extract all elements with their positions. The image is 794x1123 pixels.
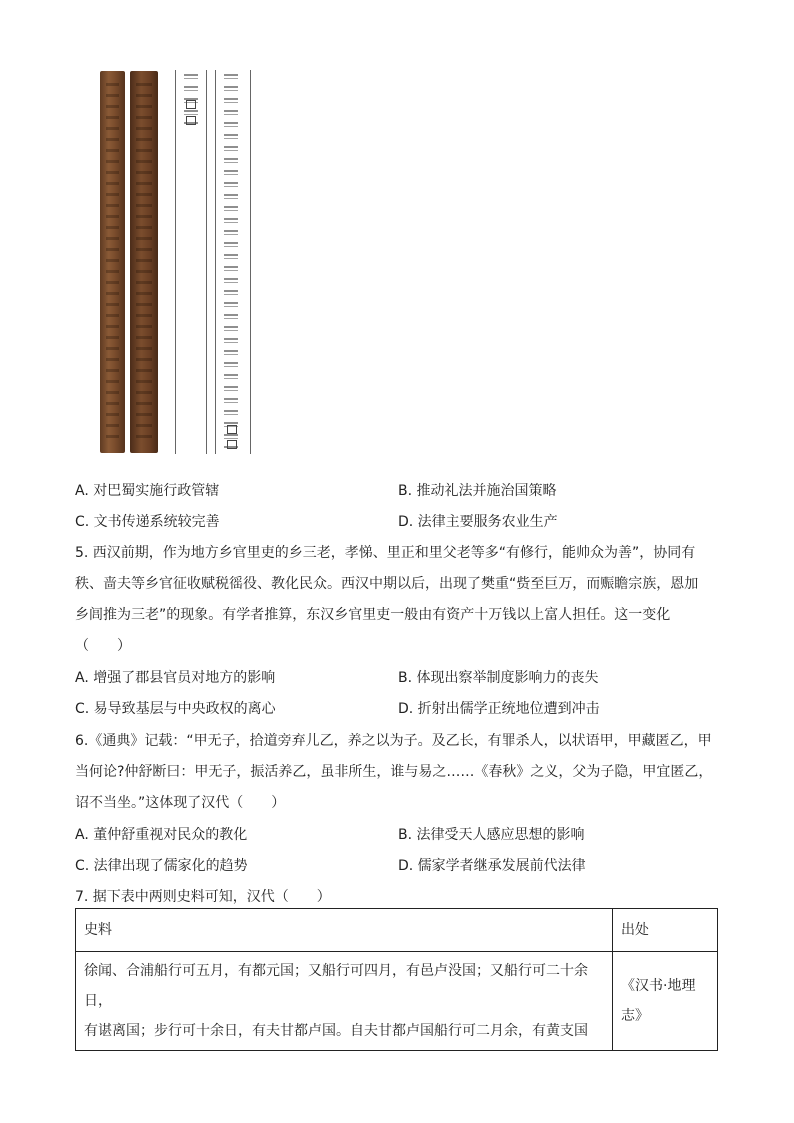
sources-table: [75, 908, 718, 1051]
q6-option-d: D. 儒家学者继承发展前代法律: [398, 858, 586, 874]
q5-option-b: B. 体现出察举制度影响力的丧失: [398, 670, 599, 686]
q5-option-a: A. 增强了郡县官员对地方的影响: [75, 670, 276, 686]
table-header-origin: 出处: [613, 909, 718, 952]
q6-line-3: 诏不当坐。”这体现了汉代（ ）: [75, 795, 286, 811]
table-cell-source-text: [76, 952, 613, 1051]
wooden-slip-photo-back: [130, 71, 158, 453]
q6-option-a: A. 董仲舒重视对民众的教化: [75, 827, 248, 843]
bamboo-slips-image: [100, 68, 252, 460]
table-cell-origin: 《汉书·地理志》: [613, 952, 718, 1051]
wooden-slip-photo-front: [100, 71, 125, 453]
q5-line-4: （ ）: [75, 638, 131, 654]
q5-line-3: 乡闾推为三老”的现象。有学者推算，东汉乡官里吏一般由有资产十万钱以上富人担任。这一变化: [75, 607, 671, 623]
q6-option-b: B. 法律受天人感应思想的影响: [398, 827, 585, 843]
q5-option-d: D. 折射出儒学正统地位遭到冲击: [398, 701, 600, 717]
slip-tracing-back: [215, 70, 251, 454]
q5-line-2: 秩、啬夫等乡官征收赋税徭役、教化民众。西汉中期以后，出现了樊重“赀至巨万，而赈瞻宗族，恩加: [75, 576, 699, 592]
q4-option-b: B. 推动礼法并施治国策略: [398, 483, 557, 499]
q7-stem: 7. 据下表中两则史料可知，汉代（ ）: [75, 889, 331, 905]
source-line-2: 日，: [84, 993, 112, 1009]
q4-option-c: C. 文书传递系统较完善: [75, 514, 220, 530]
source-line-3: 有谌离国；步行可十余日，有夫甘都卢国。自夫甘都卢国船行可二月余，有黄支国: [84, 1023, 588, 1039]
q4-option-d: D. 法律主要服务农业生产: [398, 514, 558, 530]
q6-line-1: 6.《通典》记载：“甲无子，拾道旁弃儿乙，养之以为子。及乙长，有罪杀人，以状语甲，甲藏匿乙，甲: [75, 733, 712, 749]
q6-option-c: C. 法律出现了儒家化的趋势: [75, 858, 248, 874]
source-line-1: 徐闻、合浦船行可五月，有都元国；又船行可四月，有邑卢没国；又船行可二十余: [84, 963, 588, 979]
slip-tracing-front: [175, 70, 207, 454]
q5-line-1: 5. 西汉前期，作为地方乡官里吏的乡三老，孝悌、里正和里父老等多“有修行，能帅众为善”，协同有: [75, 545, 696, 561]
table-header-source-text: 史料: [76, 909, 613, 952]
q4-option-a: A. 对巴蜀实施行政管辖: [75, 483, 220, 499]
q5-option-c: C. 易导致基层与中央政权的离心: [75, 701, 276, 717]
q6-line-2: 当何论?仲舒断曰：甲无子，振活养乙，虽非所生，谁与易之……《春秋》之义，父为子隐，甲宜匿乙，: [75, 764, 713, 780]
